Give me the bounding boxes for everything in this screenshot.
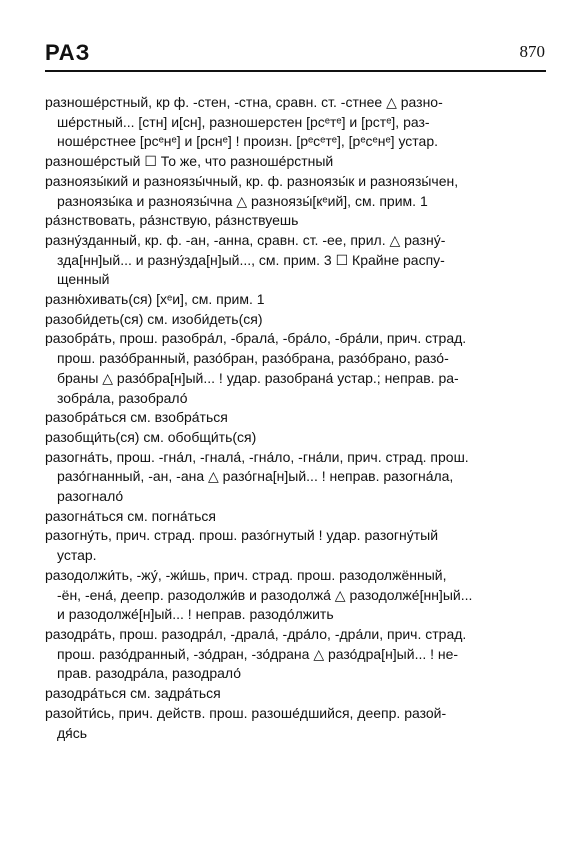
dictionary-entry <box>45 448 545 507</box>
dictionary-entry <box>45 152 545 172</box>
entry-line: разноязы́кий и разноязы́чный, кр. ф. разноязы́к и разноязы́чен, <box>45 172 459 189</box>
dictionary-entry <box>45 526 545 565</box>
entry-line: разобщи́ть(ся) см. обобщи́ть(ся) <box>45 428 257 445</box>
dictionary-entry <box>45 231 545 290</box>
dictionary-entries <box>45 93 545 743</box>
page-header <box>45 40 553 66</box>
dictionary-entry <box>45 290 545 310</box>
dictionary-entry <box>45 507 545 527</box>
dictionary-entry <box>45 329 545 408</box>
entry-line: разобра́ть, прош. разобра́л, -брала́, -бра́ло, -бра́ли, прич. страд. <box>45 330 467 347</box>
dictionary-entry <box>45 566 545 625</box>
entry-line: разогнало́ <box>57 488 124 505</box>
entry-line: прош. разо́дранный, -зо́дран, -зо́драна △ разо́дра[н]ый... ! не- <box>57 645 459 662</box>
entry-line: разогну́ть, прич. страд. прош. разо́гнутый ! удар. разогну́тый <box>45 527 439 544</box>
entry-line: разоби́деть(ся) см. изоби́деть(ся) <box>45 310 263 327</box>
dictionary-entry <box>45 211 545 231</box>
header-rule <box>45 70 546 72</box>
entry-line: разноязы́ка и разноязы́чна △ разноязы́[кᵉий], см. прим. 1 <box>57 192 428 209</box>
entry-line: ра́знствовать, ра́знствую, ра́знствуешь <box>45 212 299 229</box>
dictionary-entry <box>45 684 545 704</box>
entry-line: устар. <box>57 547 97 564</box>
entry-line: -ён, -ена́, деепр. разодолжи́в и разодолжа́ △ разодолже́[нн]ый... <box>57 586 473 603</box>
entry-line: разо́гнанный, -ан, -ана △ разо́гна[н]ый... ! неправ. разогна́ла, <box>57 468 454 485</box>
entry-line: разодра́ться см. задра́ться <box>45 685 221 702</box>
entry-line: дя́сь <box>57 724 88 741</box>
entry-line: щенный <box>57 271 110 288</box>
header-guide-word: РАЗ <box>45 40 91 65</box>
entry-line: зобра́ла, разобрало́ <box>57 389 188 406</box>
dictionary-entry <box>45 428 545 448</box>
dictionary-entry <box>45 172 545 211</box>
dictionary-entry <box>45 704 545 743</box>
entry-line: разноше́рстый ☐ То же, что разноше́рстный <box>45 153 334 170</box>
dictionary-entry <box>45 408 545 428</box>
entry-line: и разодолже́[н]ый... ! неправ. разодо́лжить <box>57 606 334 623</box>
dictionary-entry <box>45 310 545 330</box>
entry-line: браны △ разо́бра[н]ый... ! удар. разобрана́ устар.; неправ. ра- <box>57 369 459 386</box>
entry-line: прав. разодра́ла, разодрало́ <box>57 665 242 682</box>
entry-line: разодолжи́ть, -жу́, -жи́шь, прич. страд. прош. разодолжённый, <box>45 566 447 583</box>
entry-line: разноше́рстный, кр ф. -стен, -стна, сравн. ст. -стнее △ разно- <box>45 94 443 110</box>
dictionary-entry <box>45 625 545 684</box>
dictionary-entry <box>45 93 545 152</box>
entry-line: разогна́ться см. погна́ться <box>45 507 216 524</box>
entry-line: прош. разо́бранный, разо́бран, разо́брана, разо́брано, разо́- <box>57 350 449 367</box>
entry-line: разну́зданный, кр. ф. -ан, -анна, сравн. ст. -ее, прил. △ разну́- <box>45 231 446 248</box>
entry-line: разню́хивать(ся) [хᵉи], см. прим. 1 <box>45 291 265 308</box>
entry-line: разогна́ть, прош. -гна́л, -гнала́, -гна́ло, -гна́ли, прич. страд. прош. <box>45 448 469 465</box>
entry-line: ше́рстный... [стн] и[сн], разношерстен [рсᵉтᵉ] и [рстᵉ], раз- <box>57 113 430 130</box>
entry-line: разодра́ть, прош. разодра́л, -драла́, -дра́ло, -дра́ли, прич. страд. <box>45 625 467 642</box>
entry-line: ноше́рстнее [рсᵉнᵉ] и [рснᵉ] ! произн. [рᵉсᵉтᵉ], [рᵉсᵉнᵉ] устар. <box>57 133 439 150</box>
entry-line: разойти́сь, прич. действ. прош. разоше́дшийся, деепр. разой- <box>45 704 447 721</box>
entry-line: зда[нн]ый... и разну́зда[н]ый..., см. прим. 3 ☐ Крайне распу- <box>57 251 445 268</box>
entry-line: разобра́ться см. взобра́ться <box>45 409 228 426</box>
page-number: 870 <box>519 42 545 61</box>
